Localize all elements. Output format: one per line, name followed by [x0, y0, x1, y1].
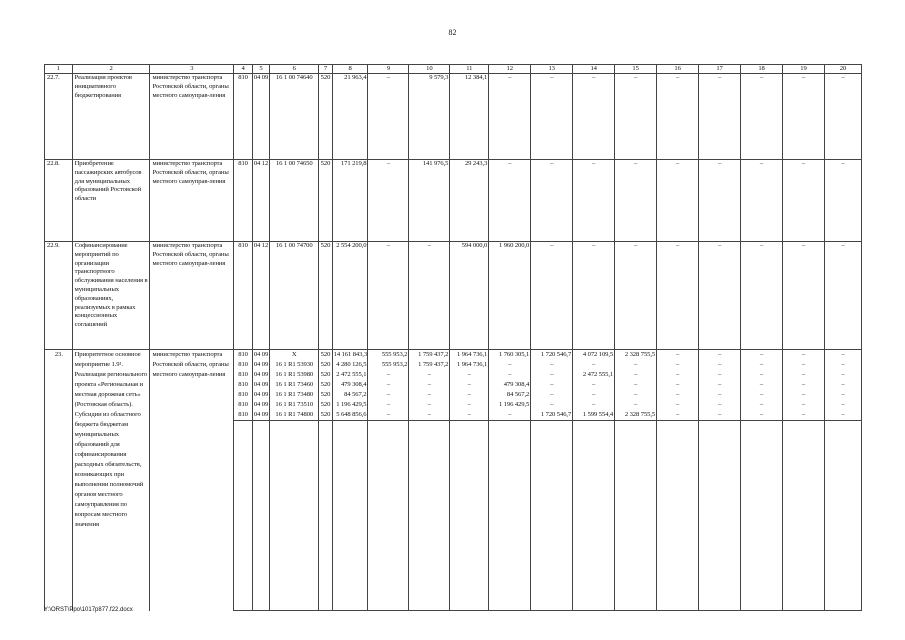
row-gp: 810 [234, 74, 252, 160]
row-value: 1 759 437,2 [409, 360, 450, 370]
row-value: – [409, 390, 450, 400]
row-value: – [699, 350, 741, 361]
row-value: – [531, 242, 573, 350]
row-rzpr: 04 09 [253, 401, 269, 408]
row-value: – [824, 160, 861, 242]
row-value: 555 953,2 [368, 350, 409, 361]
row-value: – [615, 160, 657, 242]
row-value: – [450, 370, 489, 380]
row-value: 2 328 755,5 [615, 350, 657, 361]
row-value: – [824, 390, 861, 400]
row-value: – [573, 74, 615, 160]
row-value: – [824, 410, 861, 421]
header-col-20: 20 [824, 65, 861, 74]
row-value: – [657, 160, 699, 242]
row-executor: министерство транспорта Ростовской области, органы местного самоуправ-ления [150, 160, 234, 242]
header-col-6: 6 [270, 65, 319, 74]
row-value: – [573, 160, 615, 242]
row-value: – [699, 370, 741, 380]
row-value: – [741, 242, 783, 350]
row-value: – [783, 380, 825, 390]
row-value: – [657, 74, 699, 160]
row-value: – [409, 400, 450, 410]
row-value: – [489, 410, 531, 421]
row-value: – [699, 400, 741, 410]
row-csr: 16 1 00 74700 [270, 242, 319, 350]
row-value: – [783, 360, 825, 370]
row-value: – [783, 400, 825, 410]
row-value: – [368, 370, 409, 380]
row-value: – [699, 74, 741, 160]
empty-cell [741, 421, 783, 611]
row-rzpr: 04 09 [252, 74, 269, 160]
row-value: – [783, 350, 825, 361]
row-value: – [573, 242, 615, 350]
row-vr: 520 [320, 401, 331, 408]
row-value: – [368, 160, 409, 242]
empty-cell [573, 421, 615, 611]
row-value: – [699, 242, 741, 350]
row-value: – [615, 242, 657, 350]
row-value: – [615, 390, 657, 400]
row-value: 14 161 843,3 [333, 351, 368, 358]
empty-cell [657, 421, 699, 611]
row-value: 555 953,2 [368, 360, 409, 370]
row-value: 5 648 856,6 [332, 410, 368, 421]
header-col-5: 5 [252, 65, 269, 74]
row-value: – [699, 390, 741, 400]
row-value: 4 280 126,5 [332, 360, 368, 370]
row-value: 12 384,1 [450, 74, 489, 160]
header-col-1: 1 [45, 65, 73, 74]
row-value: 9 579,3 [409, 74, 450, 160]
row-number: 22.8. [45, 160, 73, 242]
empty-cell [270, 421, 319, 611]
row-value: 2 472 555,1 [332, 370, 368, 380]
row-value: – [783, 242, 825, 350]
row-value: – [489, 360, 531, 370]
empty-cell [319, 421, 332, 611]
row-csr: 16 1 R1 73480 [270, 390, 319, 400]
row-value: – [531, 360, 573, 370]
row-name: Приобретение пассажирских автобусов для муниципальных образований Ростовской области [72, 160, 150, 242]
row-value: – [783, 160, 825, 242]
row-value: – [409, 242, 450, 350]
header-col-10: 10 [409, 65, 450, 74]
row-name: Софинансирование мероприятий по организации транспортного обслуживания населения в муниципальных образованиях, реализуемых в рамках концессионных соглашений [72, 242, 150, 350]
row-value: – [741, 380, 783, 390]
table-row [45, 350, 862, 361]
header-col-9: 9 [368, 65, 409, 74]
row-value: – [657, 400, 699, 410]
row-rzpr: 04 09 [253, 381, 269, 388]
row-value: – [615, 370, 657, 380]
row-value: 21 963,4 [332, 74, 368, 160]
row-value: – [450, 380, 489, 390]
row-value: 1 964 736,1 [450, 360, 489, 370]
row-gp: 810 [234, 370, 252, 380]
row-gp: 810 [234, 410, 252, 421]
row-rzpr: 04 09 [253, 391, 269, 398]
row-value: 1 760 305,1 [489, 350, 531, 361]
empty-cell [824, 421, 861, 611]
row-csr: X [270, 350, 319, 361]
row-value: – [657, 390, 699, 400]
empty-cell [615, 421, 657, 611]
row-executor: министерство транспорта Ростовской области, органы местного самоуправ-ления [150, 242, 234, 350]
row-value: 594 000,0 [450, 242, 489, 350]
empty-cell [252, 421, 269, 611]
row-executor: министерство транспорта Ростовской области, органы местного самоуправ-ления [150, 350, 234, 611]
row-number: 23. [45, 350, 73, 611]
row-csr: 16 1 R1 73510 [270, 400, 319, 410]
row-value: – [783, 370, 825, 380]
header-col-14: 14 [573, 65, 615, 74]
page-number: 82 [448, 28, 457, 37]
table-row [45, 74, 862, 160]
row-value: – [741, 410, 783, 421]
row-vr: 520 [319, 242, 332, 350]
row-value: 2 472 555,1 [573, 370, 615, 380]
row-value: – [783, 410, 825, 421]
footer-path: Y:\ORST\Ppo\1017p877.f22.docx [44, 607, 133, 613]
row-value: – [489, 74, 531, 160]
row-value: 1 960 200,0 [489, 242, 531, 350]
table-header [45, 65, 862, 74]
row-value: – [368, 400, 409, 410]
budget-table [44, 64, 862, 611]
row-value: – [657, 410, 699, 421]
row-value: – [615, 74, 657, 160]
row-value: – [741, 390, 783, 400]
row-value: 479 308,4 [489, 380, 531, 390]
row-rzpr: 04 09 [253, 361, 269, 368]
row-vr: 520 [320, 381, 331, 388]
row-value: – [824, 400, 861, 410]
row-value: – [531, 380, 573, 390]
row-executor: министерство транспорта Ростовской области, органы местного самоуправ-ления [150, 74, 234, 160]
row-value: – [741, 160, 783, 242]
row-value: – [531, 390, 573, 400]
header-col-8: 8 [332, 65, 368, 74]
row-csr: 16 1 R1 53930 [270, 360, 319, 370]
row-value: – [368, 380, 409, 390]
row-value: – [741, 74, 783, 160]
row-number: 22.9. [45, 242, 73, 350]
row-value: 84 567,2 [332, 390, 368, 400]
row-value: 1 964 736,1 [450, 350, 489, 361]
row-value: 1 599 554,4 [573, 410, 615, 421]
empty-cell [450, 421, 489, 611]
row-rzpr: 04 12 [252, 160, 269, 242]
header-col-11: 11 [450, 65, 489, 74]
row-number: 22.7. [45, 74, 73, 160]
row-name: Реализация проектов инициативного бюджетирования [72, 74, 150, 160]
row-value: – [368, 390, 409, 400]
header-col-3: 3 [150, 65, 234, 74]
row-rzpr: 04 09 [253, 371, 269, 378]
empty-cell [234, 421, 252, 611]
table-row [45, 242, 862, 350]
row-value: – [368, 410, 409, 421]
empty-cell [489, 421, 531, 611]
row-value: – [824, 242, 861, 350]
row-gp: 810 [234, 242, 252, 350]
row-vr: 520 [320, 391, 331, 398]
row-csr: 16 1 R1 53980 [270, 370, 319, 380]
row-value: 4 072 109,5 [573, 350, 615, 361]
row-value: – [531, 74, 573, 160]
row-value: – [824, 370, 861, 380]
row-value: 1 759 437,2 [409, 350, 450, 361]
row-value: – [699, 360, 741, 370]
row-value: – [573, 390, 615, 400]
row-value: 1 196 429,5 [332, 400, 368, 410]
empty-cell [332, 421, 368, 611]
row-rzpr: 04 09 [252, 410, 269, 421]
row-value: – [657, 350, 699, 361]
row-value: – [741, 370, 783, 380]
row-value: – [531, 400, 573, 410]
row-value: – [824, 350, 861, 361]
row-csr: 16 1 R1 74800 [270, 410, 319, 421]
empty-cell [783, 421, 825, 611]
table-row [45, 160, 862, 242]
row-value: – [699, 160, 741, 242]
row-value: – [741, 360, 783, 370]
row-value: – [615, 360, 657, 370]
row-rzpr: 04 12 [252, 242, 269, 350]
row-vr: 520 [319, 160, 332, 242]
row-vr: 520 [319, 410, 332, 421]
row-value: 1 196 429,5 [489, 400, 531, 410]
row-value: – [657, 370, 699, 380]
row-value: – [657, 242, 699, 350]
empty-cell [368, 421, 409, 611]
row-gp: 810 [234, 160, 252, 242]
row-value: – [450, 400, 489, 410]
row-gp: 810 [234, 390, 252, 400]
header-col-18: 18 [741, 65, 783, 74]
header-col-7: 7 [319, 65, 332, 74]
header-col-4: 4 [234, 65, 252, 74]
row-csr: 16 1 00 74640 [270, 74, 319, 160]
row-value: – [489, 160, 531, 242]
row-value: – [368, 242, 409, 350]
empty-cell [531, 421, 573, 611]
row-gp: 810 [234, 380, 252, 390]
row-value: – [699, 380, 741, 390]
row-value: – [824, 380, 861, 390]
header-col-12: 12 [489, 65, 531, 74]
row-value: – [573, 400, 615, 410]
row-vr: 520 [319, 74, 332, 160]
row-gp: 810 [234, 350, 252, 361]
row-value: 2 554 200,0 [332, 242, 368, 350]
row-value: 29 243,3 [450, 160, 489, 242]
empty-cell [409, 421, 450, 611]
row-value: – [824, 74, 861, 160]
header-col-16: 16 [657, 65, 699, 74]
row-value: – [573, 380, 615, 390]
row-csr: 16 1 R1 73460 [270, 380, 319, 390]
header-col-2: 2 [72, 65, 150, 74]
row-vr: 520 [320, 351, 331, 358]
row-gp: 810 [234, 360, 252, 370]
row-value: – [699, 410, 741, 421]
header-col-13: 13 [531, 65, 573, 74]
row-value: – [450, 410, 489, 421]
row-value: 171 219,8 [332, 160, 368, 242]
row-value: – [531, 370, 573, 380]
row-value: – [657, 380, 699, 390]
row-value: 2 328 755,5 [615, 410, 657, 421]
header-col-19: 19 [783, 65, 825, 74]
row-value: 1 720 546,7 [531, 350, 573, 361]
row-value: – [741, 350, 783, 361]
row-value: 84 567,2 [489, 390, 531, 400]
row-value: 141 976,5 [409, 160, 450, 242]
row-rzpr: 04 09 [253, 351, 269, 358]
header-col-17: 17 [699, 65, 741, 74]
row-value: – [615, 400, 657, 410]
row-value: – [450, 390, 489, 400]
row-value: – [531, 160, 573, 242]
row-value: – [573, 360, 615, 370]
row-value: – [409, 380, 450, 390]
row-value: – [409, 410, 450, 421]
row-vr: 520 [320, 371, 331, 378]
row-value: – [368, 74, 409, 160]
row-value: – [783, 390, 825, 400]
row-value: – [783, 74, 825, 160]
row-vr: 520 [320, 361, 331, 368]
row-value: 479 308,4 [332, 380, 368, 390]
row-value: – [824, 360, 861, 370]
row-value: – [741, 400, 783, 410]
empty-cell [699, 421, 741, 611]
row-name: Приоритетное основное мероприятие 1.9¹. Реализация регионального проекта «Региональная и местная дорожная сеть» (Ростовская область). Субсидии из областного бюджета бюджетам муниципальных образований для софинансирования расходных обязательств, возникающих при выполнении полномочий органов местного самоуправления по вопросам местного значения [72, 350, 150, 611]
row-value: – [489, 370, 531, 380]
row-value: – [615, 380, 657, 390]
row-value: 1 720 546,7 [531, 410, 573, 421]
row-gp: 810 [234, 400, 252, 410]
row-value: – [409, 370, 450, 380]
row-csr: 16 1 00 74650 [270, 160, 319, 242]
header-col-15: 15 [615, 65, 657, 74]
row-value: – [657, 360, 699, 370]
